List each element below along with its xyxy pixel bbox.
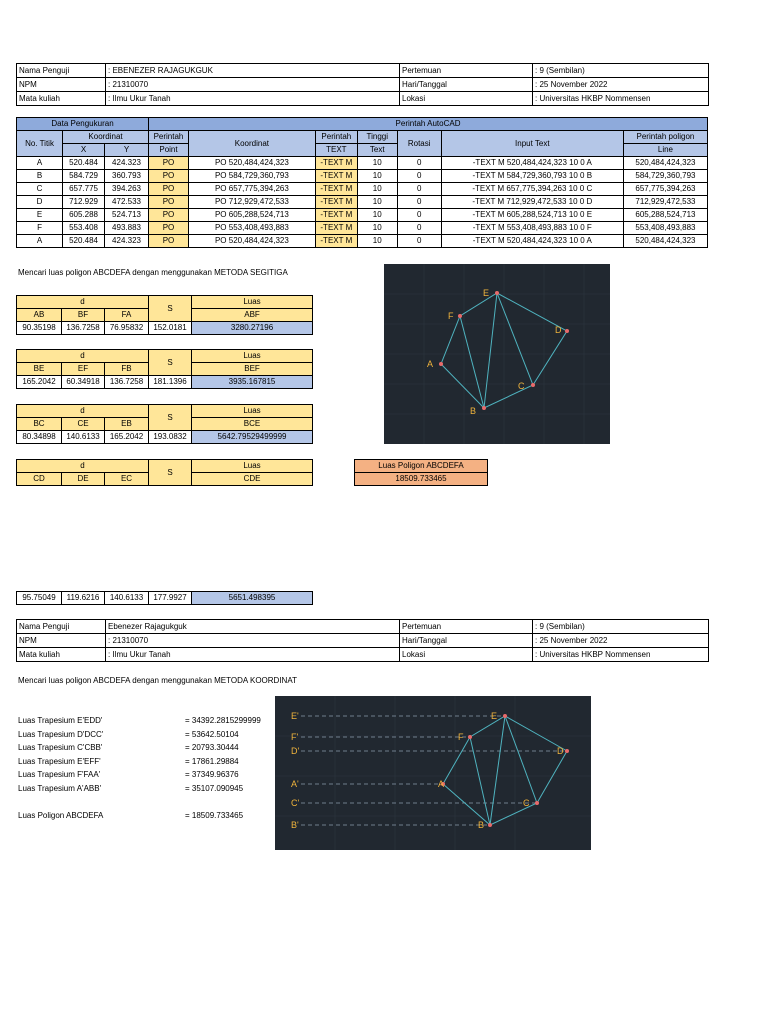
trapesium-label: Luas Trapesium F'FAA': [18, 770, 101, 779]
luas-header: Luas: [192, 405, 313, 418]
coord-x: 520.484: [63, 157, 105, 170]
koordinat-cmd: PO 520,484,424,323: [188, 157, 315, 170]
header-tinggi-1: Tinggi: [357, 131, 397, 144]
point-label-d: D: [555, 325, 562, 335]
luas-value: 5642.79529499999: [192, 431, 313, 444]
perintah-point: PO: [149, 170, 189, 183]
coord-x: 657.775: [63, 183, 105, 196]
koordinat-cmd: PO 553,408,493,883: [188, 222, 315, 235]
s-value: 181.1396: [149, 376, 192, 389]
trapesium-label: Luas Trapesium E'EFF': [18, 756, 101, 766]
label-npm: NPM: [17, 78, 106, 92]
value-matakuliah: : Ilmu Ukur Tanah: [106, 92, 400, 106]
tinggi-text: 10: [357, 222, 397, 235]
perintah-text: -TEXT M: [315, 209, 357, 222]
trapesium-label: Luas Trapesium E'EDD': [18, 716, 103, 725]
koordinat-title: Mencari luas poligon ABCDEFA dengan menggunakan METODA KOORDINAT: [18, 676, 297, 685]
header-koordinat: Koordinat: [63, 131, 149, 144]
koordinat-cmd: PO 657,775,394,263: [188, 183, 315, 196]
trapesium-value: = 34392.2815299999: [185, 716, 261, 725]
triangle-table-abf: [16, 295, 313, 335]
poligon-line: 712,929,472,533: [623, 196, 707, 209]
input-text: -TEXT M 584,729,360,793 10 0 B: [441, 170, 623, 183]
tinggi-text: 10: [357, 157, 397, 170]
input-text: -TEXT M 520,484,424,323 10 0 A: [441, 235, 623, 248]
header-koordinat-2: Koordinat: [188, 131, 315, 157]
luas-poligon-label: Luas Poligon ABCDEFA: [18, 811, 104, 820]
trapesium-row: [18, 770, 278, 784]
perintah-point: PO: [149, 196, 189, 209]
perintah-text: -TEXT M: [315, 170, 357, 183]
main-coordinate-table: [16, 117, 708, 248]
axis-label-c-prime: C': [291, 798, 300, 808]
label-lokasi: Lokasi: [400, 648, 533, 662]
trapesium-value: = 17861.29884: [185, 756, 239, 766]
rotasi: 0: [397, 183, 441, 196]
value-pertemuan: : 9 (Sembilan): [533, 620, 709, 634]
total-luas-value: 18509.733465: [355, 473, 488, 486]
d-header: d: [17, 460, 149, 473]
trapesium-value: = 53642.50104: [185, 729, 239, 739]
point-id: B: [17, 170, 63, 183]
side-label: AB: [17, 309, 62, 322]
side-label: EC: [105, 473, 149, 486]
value-npm: : 21310070: [106, 634, 400, 648]
table-row: [17, 183, 708, 196]
input-text: -TEXT M 553,408,493,883 10 0 F: [441, 222, 623, 235]
perintah-point: PO: [149, 157, 189, 170]
luas-header: Luas: [192, 350, 313, 363]
point-label-c: C: [523, 798, 530, 808]
side-value: 136.7258: [105, 376, 149, 389]
s-header: S: [149, 405, 192, 431]
s-header: S: [149, 296, 192, 322]
perintah-text: -TEXT M: [315, 196, 357, 209]
label-pertemuan: Pertemuan: [400, 64, 533, 78]
value-hari: : 25 November 2022: [533, 634, 709, 648]
value-lokasi: : Universitas HKBP Nommensen: [533, 92, 709, 106]
triangle-name: BEF: [192, 363, 313, 376]
header-perintah-text-1: Perintah: [315, 131, 357, 144]
triangle-table-cde: [16, 459, 313, 486]
side-value: 60.34918: [62, 376, 105, 389]
rotasi: 0: [397, 222, 441, 235]
perintah-point: PO: [149, 235, 189, 248]
autocad-coordinate-drawing: [275, 696, 591, 850]
luas-header: Luas: [192, 296, 313, 309]
side-label: CE: [62, 418, 105, 431]
side-value: 90.35198: [17, 322, 62, 335]
header-perintah-point-2: Point: [149, 144, 189, 157]
coord-y: 360.793: [105, 170, 149, 183]
trapesium-label: Luas Trapesium C'CBB': [18, 743, 103, 752]
coord-y: 424.323: [105, 157, 149, 170]
value-lokasi: : Universitas HKBP Nommensen: [533, 648, 709, 662]
rotasi: 0: [397, 209, 441, 222]
side-value: 119.6216: [62, 592, 105, 605]
trapesium-label: Luas Trapesium D'DCC': [18, 729, 104, 739]
s-value: 152.0181: [149, 322, 192, 335]
info-header-top: [16, 63, 709, 106]
header-no-titik: No. Titik: [17, 131, 63, 157]
header-perintah-autocad: Perintah AutoCAD: [149, 118, 708, 131]
triangle-cde-values: [16, 591, 313, 605]
side-value: 165.2042: [17, 376, 62, 389]
perintah-text: -TEXT M: [315, 222, 357, 235]
label-npm: NPM: [17, 634, 106, 648]
poligon-line: 657,775,394,263: [623, 183, 707, 196]
label-nama: Nama Penguji: [17, 64, 106, 78]
side-label: FB: [105, 363, 149, 376]
label-nama: Nama Penguji: [17, 620, 106, 634]
autocad-polygon-drawing: [384, 264, 610, 444]
poligon-line: 553,408,493,883: [623, 222, 707, 235]
luas-poligon-row: [18, 811, 278, 825]
tinggi-text: 10: [357, 183, 397, 196]
rotasi: 0: [397, 170, 441, 183]
poligon-line: 520,484,424,323: [623, 157, 707, 170]
header-rotasi: Rotasi: [397, 131, 441, 157]
table-row: [17, 170, 708, 183]
point-id: E: [17, 209, 63, 222]
poligon-line: 584,729,360,793: [623, 170, 707, 183]
triangle-name: ABF: [192, 309, 313, 322]
side-label: BC: [17, 418, 62, 431]
point-label-f: F: [458, 732, 464, 742]
value-nama: : EBENEZER RAJAGUKGUK: [106, 64, 400, 78]
luas-poligon-value: = 18509.733465: [185, 811, 244, 820]
value-hari: : 25 November 2022: [533, 78, 709, 92]
side-label: FA: [105, 309, 149, 322]
side-label: EF: [62, 363, 105, 376]
point-label-b: B: [470, 406, 477, 416]
header-x: X: [63, 144, 105, 157]
luas-value: 5651.498395: [192, 592, 313, 605]
point-label-f: F: [448, 311, 454, 321]
tinggi-text: 10: [357, 235, 397, 248]
coord-x: 605.288: [63, 209, 105, 222]
trapesium-row: [18, 743, 278, 757]
d-header: d: [17, 405, 149, 418]
value-pertemuan: : 9 (Sembilan): [533, 64, 709, 78]
d-header: d: [17, 350, 149, 363]
header-perintah-text-2: TEXT: [315, 144, 357, 157]
poligon-line: 605,288,524,713: [623, 209, 707, 222]
total-luas-box: [354, 459, 488, 486]
label-matakuliah: Mata kuliah: [17, 648, 106, 662]
trapesium-row: [18, 730, 278, 744]
d-header: d: [17, 296, 149, 309]
s-header: S: [149, 460, 192, 486]
trapesium-value: = 35107.090945: [185, 783, 244, 793]
coord-x: 553.408: [63, 222, 105, 235]
trapesium-value: = 37349.96376: [185, 770, 239, 779]
koordinat-cmd: PO 520,484,424,323: [188, 235, 315, 248]
luas-header: Luas: [192, 460, 313, 473]
trapesium-row: [18, 784, 278, 798]
table-row: [17, 157, 708, 170]
header-line: Line: [623, 144, 707, 157]
label-pertemuan: Pertemuan: [400, 620, 533, 634]
side-label: DE: [62, 473, 105, 486]
header-perintah-point-1: Perintah: [149, 131, 189, 144]
axis-label-f-prime: F': [291, 732, 299, 742]
side-value: 95.75049: [17, 592, 62, 605]
label-hari: Hari/Tanggal: [400, 78, 533, 92]
table-row: [17, 209, 708, 222]
table-row: [17, 196, 708, 209]
tinggi-text: 10: [357, 170, 397, 183]
coord-y: 524.713: [105, 209, 149, 222]
table-row: [17, 235, 708, 248]
side-value: 76.95832: [105, 322, 149, 335]
axis-label-a-prime: A': [291, 779, 299, 789]
trapesium-list: [18, 716, 278, 825]
header-input-text: Input Text: [441, 131, 623, 157]
value-matakuliah: : Ilmu Ukur Tanah: [106, 648, 400, 662]
s-value: 193.0832: [149, 431, 192, 444]
total-luas-label: Luas Poligon ABCDEFA: [355, 460, 488, 473]
header-data-pengukuran: Data Pengukuran: [17, 118, 149, 131]
label-lokasi: Lokasi: [400, 92, 533, 106]
table-row: [17, 222, 708, 235]
side-value: 80.34898: [17, 431, 62, 444]
value-npm: : 21310070: [106, 78, 400, 92]
side-value: 136.7258: [62, 322, 105, 335]
value-nama: Ebenezer Rajagukguk: [106, 620, 400, 634]
point-label-c: C: [518, 381, 525, 391]
axis-label-d-prime: D': [291, 746, 300, 756]
tinggi-text: 10: [357, 209, 397, 222]
side-value: 140.6133: [62, 431, 105, 444]
triangle-table-bce: [16, 404, 313, 444]
side-label: EB: [105, 418, 149, 431]
coord-y: 424.323: [105, 235, 149, 248]
triangle-name: CDE: [192, 473, 313, 486]
perintah-point: PO: [149, 209, 189, 222]
poligon-line: 520,484,424,323: [623, 235, 707, 248]
header-perintah-poligon: Perintah poligon: [623, 131, 707, 144]
perintah-text: -TEXT M: [315, 157, 357, 170]
header-tinggi-2: Text: [357, 144, 397, 157]
info-header-bottom: [16, 619, 709, 662]
drawing-background: [275, 696, 591, 850]
coord-x: 520.484: [63, 235, 105, 248]
point-label-e: E: [483, 288, 490, 298]
side-value: 165.2042: [105, 431, 149, 444]
coord-y: 472.533: [105, 196, 149, 209]
luas-value: 3280.27196: [192, 322, 313, 335]
label-matakuliah: Mata kuliah: [17, 92, 106, 106]
perintah-text: -TEXT M: [315, 183, 357, 196]
coord-y: 493.883: [105, 222, 149, 235]
axis-label-b-prime: B': [291, 820, 299, 830]
coord-x: 712.929: [63, 196, 105, 209]
input-text: -TEXT M 712,929,472,533 10 0 D: [441, 196, 623, 209]
triangle-name: BCE: [192, 418, 313, 431]
input-text: -TEXT M 605,288,524,713 10 0 E: [441, 209, 623, 222]
point-id: F: [17, 222, 63, 235]
koordinat-cmd: PO 584,729,360,793: [188, 170, 315, 183]
point-label-e: E: [491, 711, 498, 721]
side-label: BF: [62, 309, 105, 322]
point-id: C: [17, 183, 63, 196]
side-label: CD: [17, 473, 62, 486]
trapesium-label: Luas Trapesium A'ABB': [18, 783, 102, 793]
point-label-a: A: [427, 359, 434, 369]
input-text: -TEXT M 520,484,424,323 10 0 A: [441, 157, 623, 170]
coord-y: 394.263: [105, 183, 149, 196]
point-id: D: [17, 196, 63, 209]
koordinat-cmd: PO 712,929,472,533: [188, 196, 315, 209]
tinggi-text: 10: [357, 196, 397, 209]
side-value: 140.6133: [105, 592, 149, 605]
header-y: Y: [105, 144, 149, 157]
axis-label-e-prime: E': [291, 711, 299, 721]
trapesium-row: [18, 757, 278, 771]
point-id: A: [17, 157, 63, 170]
s-value: 177.9927: [149, 592, 192, 605]
perintah-point: PO: [149, 222, 189, 235]
koordinat-cmd: PO 605,288,524,713: [188, 209, 315, 222]
label-hari: Hari/Tanggal: [400, 634, 533, 648]
coord-x: 584.729: [63, 170, 105, 183]
point-label-d: D: [557, 746, 564, 756]
rotasi: 0: [397, 157, 441, 170]
triangle-table-bef: [16, 349, 313, 389]
perintah-text: -TEXT M: [315, 235, 357, 248]
point-id: A: [17, 235, 63, 248]
perintah-point: PO: [149, 183, 189, 196]
point-label-b: B: [478, 820, 485, 830]
input-text: -TEXT M 657,775,394,263 10 0 C: [441, 183, 623, 196]
trapesium-value: = 20793.30444: [185, 743, 239, 752]
s-header: S: [149, 350, 192, 376]
side-label: BE: [17, 363, 62, 376]
point-label-a: A: [438, 779, 445, 789]
segitiga-title: Mencari luas poligon ABCDEFA dengan menggunakan METODA SEGITIGA: [18, 268, 288, 277]
luas-value: 3935.167815: [192, 376, 313, 389]
trapesium-row: [18, 716, 278, 730]
rotasi: 0: [397, 235, 441, 248]
rotasi: 0: [397, 196, 441, 209]
